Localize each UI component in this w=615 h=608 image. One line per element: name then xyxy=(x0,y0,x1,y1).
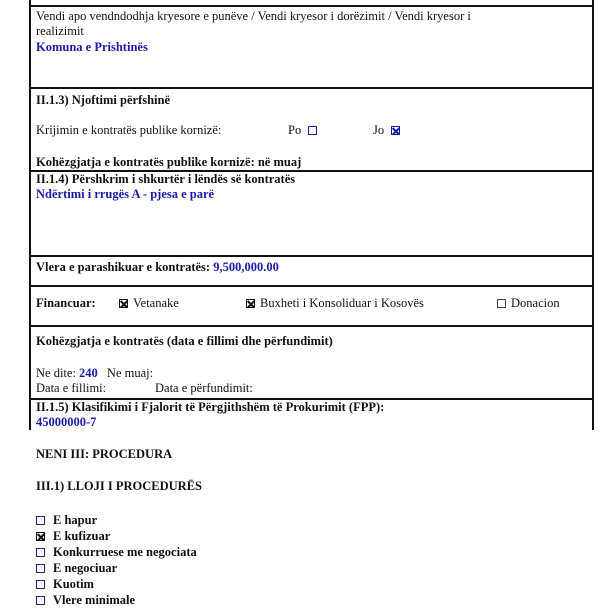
financing-donation-label: Donacion xyxy=(511,296,560,310)
description-value: Ndërtimi i rrugës A - pjesa e parë xyxy=(36,187,215,201)
location-label: Vendi apo vendndodhja kryesore e punëve / Vendi kryesor i dorëzimit / Vendi kryesor i xyxy=(36,9,471,23)
section-subtitle: III.1) LLOJI I PROCEDURËS xyxy=(36,479,203,493)
financing-option-budget[interactable] xyxy=(246,296,424,311)
financing-donation-checkbox[interactable] xyxy=(497,299,506,308)
procedure-competitive-negotiation-checkbox[interactable] xyxy=(36,548,45,557)
cpv-heading: II.1.5) Klasifikimi i Fjalorit të Përgjithshëm të Prokurimit (FPP): xyxy=(36,400,385,414)
framework-yes-checkbox[interactable] xyxy=(308,126,317,135)
procedure-restricted-checkbox[interactable] xyxy=(36,532,45,541)
financing-label: Financuar: xyxy=(36,296,96,310)
procedure-quotation-label: Kuotim xyxy=(53,577,94,591)
estimated-value-label: Vlera e parashikuar e kontratës: xyxy=(36,260,211,274)
procedure-open-checkbox[interactable] xyxy=(36,516,45,525)
procedure-open-label: E hapur xyxy=(53,513,98,527)
financing-budget-label: Buxheti i Konsoliduar i Kosovës xyxy=(260,296,424,310)
duration-days-row xyxy=(36,366,153,381)
procedure-open[interactable] xyxy=(36,512,197,528)
procedure-quotation[interactable] xyxy=(36,576,197,592)
framework-no-label: Jo xyxy=(373,123,385,137)
financing-own-checkbox[interactable] xyxy=(119,299,128,308)
financing-option-own[interactable] xyxy=(119,296,179,311)
duration-days-label: Ne dite: xyxy=(36,366,76,380)
framework-no-checkbox[interactable] xyxy=(391,126,400,135)
framework-option-no[interactable] xyxy=(373,123,400,138)
procedure-restricted[interactable] xyxy=(36,528,197,544)
framework-option-yes[interactable] xyxy=(288,123,317,138)
location-label-continued: realizimit xyxy=(36,24,84,38)
procedure-minimum-value[interactable] xyxy=(36,592,197,608)
procedure-negotiated-checkbox[interactable] xyxy=(36,564,45,573)
procedure-negotiated-label: E negociuar xyxy=(53,561,118,575)
divider-authority xyxy=(29,87,594,89)
procedure-minimum-value-checkbox[interactable] xyxy=(36,596,45,605)
financing-budget-checkbox[interactable] xyxy=(246,299,255,308)
financing-option-donation[interactable] xyxy=(497,296,560,311)
section-title: NENI III: PROCEDURA xyxy=(36,447,173,461)
duration-end-label: Data e përfundimit: xyxy=(155,381,253,395)
financing-own-label: Vetanake xyxy=(133,296,179,310)
divider-top xyxy=(29,5,594,7)
procedure-competitive-negotiation-label: Konkurruese me negociata xyxy=(53,545,197,559)
framework-label: Krijimin e kontratës publike kornizë: xyxy=(36,123,222,137)
procedure-competitive-negotiation[interactable] xyxy=(36,544,197,560)
procedure-minimum-value-label: Vlere minimale xyxy=(53,593,136,607)
framework-duration-label: Kohëzgjatja e kontratës publike kornizë: në muaj xyxy=(36,155,302,169)
duration-heading: Kohëzgjatja e kontratës (data e fillimi dhe përfundimit) xyxy=(36,334,333,348)
duration-start-label: Data e fillimi: xyxy=(36,381,107,395)
procedure-negotiated[interactable] xyxy=(36,560,197,576)
location-value: Komuna e Prishtinës xyxy=(36,40,148,54)
description-heading: II.1.4) Përshkrim i shkurtër i lëndës së kontratës xyxy=(36,172,296,186)
notice-heading: II.1.3) Njoftimi përfshinë xyxy=(36,93,171,107)
estimated-value-row xyxy=(36,260,279,275)
estimated-value-amount: 9,500,000.00 xyxy=(213,260,279,274)
duration-months-label: Ne muaj: xyxy=(106,366,154,380)
divider-financing xyxy=(29,325,594,327)
framework-yes-label: Po xyxy=(288,123,302,137)
duration-days-value: 240 xyxy=(79,366,98,380)
cpv-value: 45000000-7 xyxy=(36,415,97,429)
divider-description xyxy=(29,255,594,257)
procedure-list xyxy=(36,512,197,608)
procedure-quotation-checkbox[interactable] xyxy=(36,580,45,589)
procedure-restricted-label: E kufizuar xyxy=(53,529,111,543)
divider-value xyxy=(29,285,594,287)
